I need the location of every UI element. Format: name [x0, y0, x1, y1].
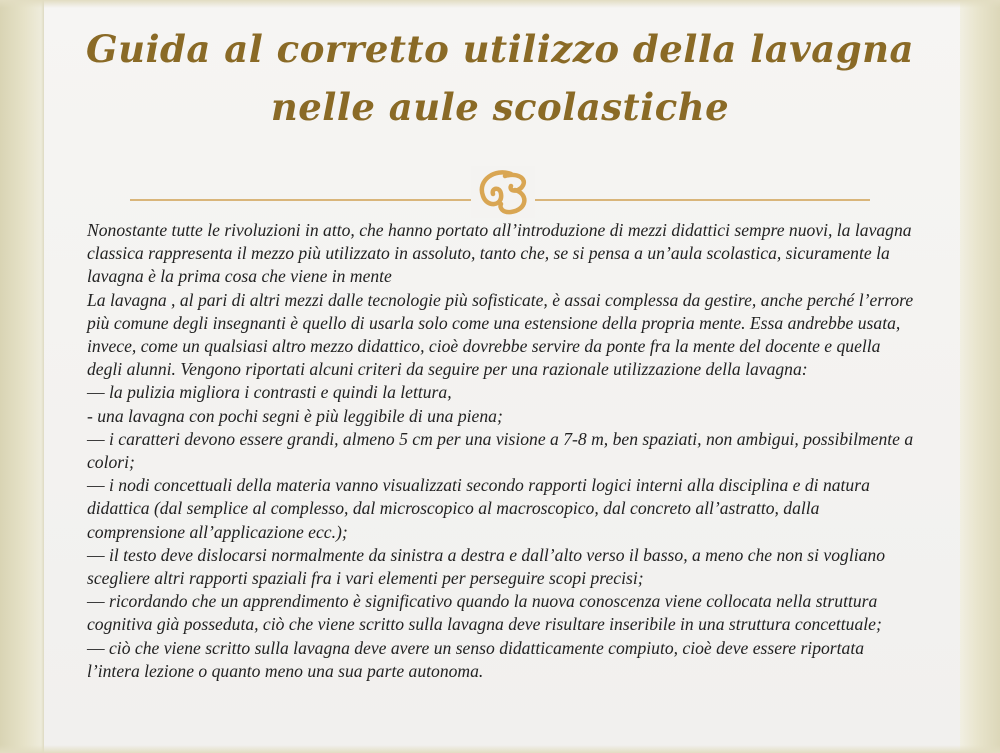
curly-scroll-ornament-icon — [471, 166, 535, 218]
slide-title: Guida al corretto utilizzo della lavagna nelle aule scolastiche — [85, 27, 915, 129]
list-item-text: la pulizia migliora i contrasti e quindi la lettura, — [104, 382, 452, 403]
list-item — [87, 544, 917, 590]
list-item-text: il testo deve dislocarsi normalmente da sinistra a destra e dall’alto verso il basso, a meno che non si vogliano scegliere altri rapporti spaziali fra i vari elementi per perseguire scopi precisi; — [87, 544, 885, 589]
list-dash: — — [87, 591, 105, 612]
list-item — [87, 637, 917, 683]
list-dash: — — [87, 382, 105, 403]
list-item-text: i caratteri devono essere grandi, almeno 5 cm per una visione a 7-8 m, ben spaziati, non ambigui, possibilmente a colori; — [87, 428, 914, 473]
list-item — [87, 474, 917, 544]
list-dash: — — [87, 428, 105, 449]
intro-paragraph: Nonostante tutte le rivoluzioni in atto, che hanno portato all’introduzione di mezzi didattici sempre nuovi, la lavagna classica rappresenta il mezzo più utilizzato in assoluto, tanto che, se si pensa a un’aula scolastica, sicuramente la lavagna è la prima cosa che viene in mente — [87, 220, 912, 287]
list-item — [87, 405, 917, 428]
left-border-decoration — [0, 0, 44, 753]
list-item — [87, 428, 917, 474]
list-item — [87, 590, 917, 636]
list-item — [87, 381, 917, 404]
bottom-border-decoration — [0, 745, 1000, 753]
list-dash: — — [87, 637, 105, 658]
list-dash: — — [87, 544, 105, 565]
top-border-decoration — [0, 0, 1000, 8]
right-border-decoration — [960, 0, 1000, 753]
list-dash: - — [87, 405, 93, 426]
list-item-text: ricordando che un apprendimento è significativo quando la nuova conoscenza viene collocata nella struttura cognitiva già posseduta, ciò che viene scritto sulla lavagna deve risultare inseribile in una struttura concettuale; — [87, 591, 882, 635]
slide-body — [87, 219, 917, 683]
second-paragraph: La lavagna , al pari di altri mezzi dalle tecnologie più sofisticate, è assai complessa da gestire, anche perché l’errore più comune degli insegnanti è quello di usarla solo come una estensione della propria mente. Essa andrebbe usata, invece, come un qualsiasi altro mezzo didattico, cioè dovrebbe servire da ponte fra la mente del docente e quella degli alunni. Vengono riportati alcuni criteri da seguire per una razionale utilizzazione della lavagna: — [87, 289, 914, 380]
list-item-text: una lavagna con pochi segni è più leggibile di una piena; — [92, 405, 503, 426]
list-item-text: i nodi concettuali della materia vanno visualizzati secondo rapporti logici interni alla disciplina e di natura didattica (dal semplice al complesso, dal microscopico al macroscopico, dal concreto all’astratto, dalla comprensione all’applicazione ecc.); — [87, 475, 870, 542]
list-dash: — — [87, 475, 105, 496]
list-item-text: ciò che viene scritto sulla lavagna deve avere un senso didatticamente compiuto, cioè deve essere riportata l’intera lezione o quanto meno una sua parte autonoma. — [87, 637, 865, 681]
